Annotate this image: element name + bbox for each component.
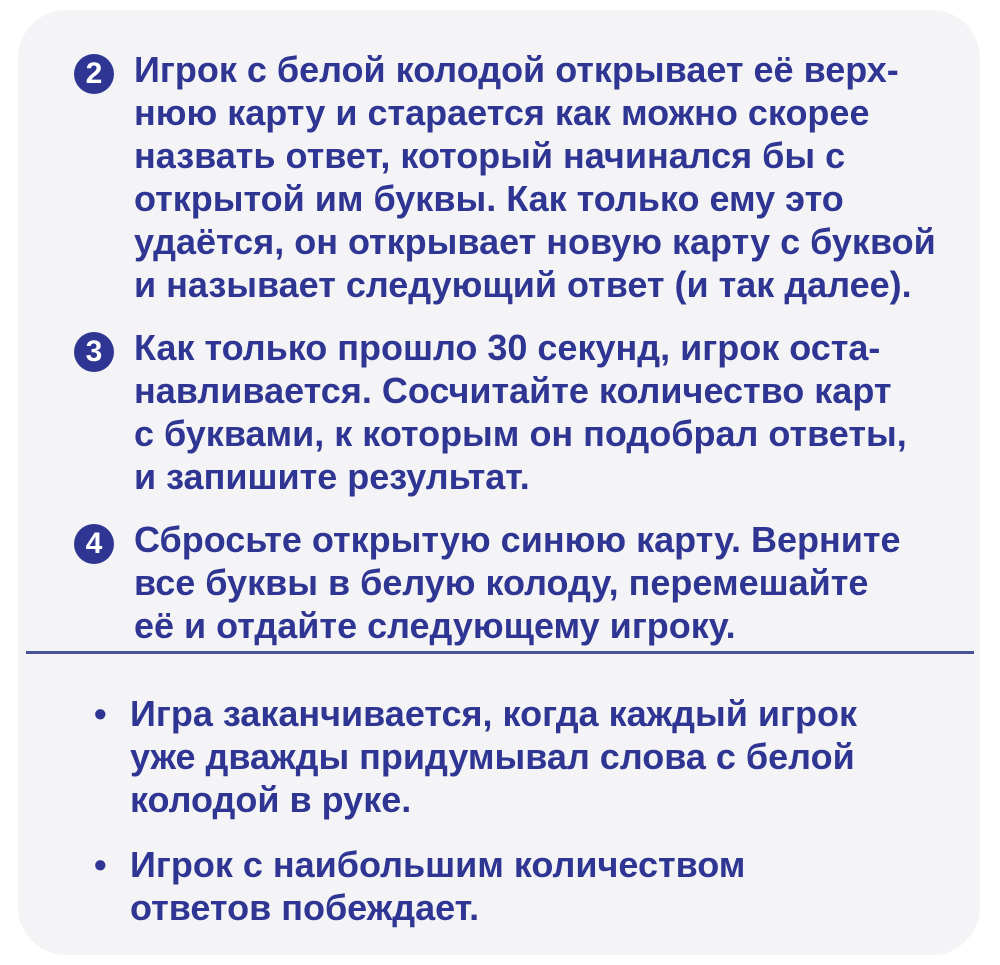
text-line: назвать ответ, который начинался бы с (134, 135, 846, 176)
bullet-item (86, 692, 946, 821)
bullet-icon: • (94, 693, 107, 734)
step-text (134, 48, 954, 306)
bullet-text (130, 843, 946, 929)
text-line: открытой им буквы. Как только ему это (134, 178, 844, 219)
steps-list (74, 48, 954, 667)
text-line: все буквы в белую колоду, перемешайте (134, 562, 869, 603)
text-line: ответов побеждает. (130, 887, 480, 928)
text-line: Сбросьте открытую синюю карту. Верните (134, 519, 901, 560)
text-line: удаётся, он открывает новую карту с буквой (134, 221, 936, 262)
text-line: Игрок с белой колодой открывает её верх- (134, 49, 899, 90)
text-line: нюю карту и старается как можно скорее (134, 92, 870, 133)
text-line: и запишите результат. (134, 456, 530, 497)
text-line: навливается. Сосчитайте количество карт (134, 370, 892, 411)
step-3 (74, 326, 954, 498)
step-number-badge: 3 (74, 332, 114, 372)
step-2 (74, 48, 954, 306)
text-line: с буквами, к которым он подобрал ответы, (134, 413, 907, 454)
end-rules-list (86, 692, 946, 951)
text-line: Игра заканчивается, когда каждый игрок (130, 693, 857, 734)
bullet-icon: • (94, 844, 107, 885)
step-number-badge: 4 (74, 524, 114, 564)
step-4 (74, 518, 954, 647)
text-line: её и отдайте следующему игроку. (134, 605, 736, 646)
text-line: и называет следующий ответ (и так далее). (134, 264, 912, 305)
text-line: Как только прошло 30 секунд, игрок оста- (134, 327, 881, 368)
section-divider (26, 651, 974, 654)
step-text (134, 518, 954, 647)
text-line: колодой в руке. (130, 779, 412, 820)
bullet-text (130, 692, 946, 821)
bullet-item (86, 843, 946, 929)
step-text (134, 326, 954, 498)
step-number-badge: 2 (74, 54, 114, 94)
text-line: Игрок с наибольшим количеством (130, 844, 746, 885)
text-line: уже дважды придумывал слова с белой (130, 736, 855, 777)
